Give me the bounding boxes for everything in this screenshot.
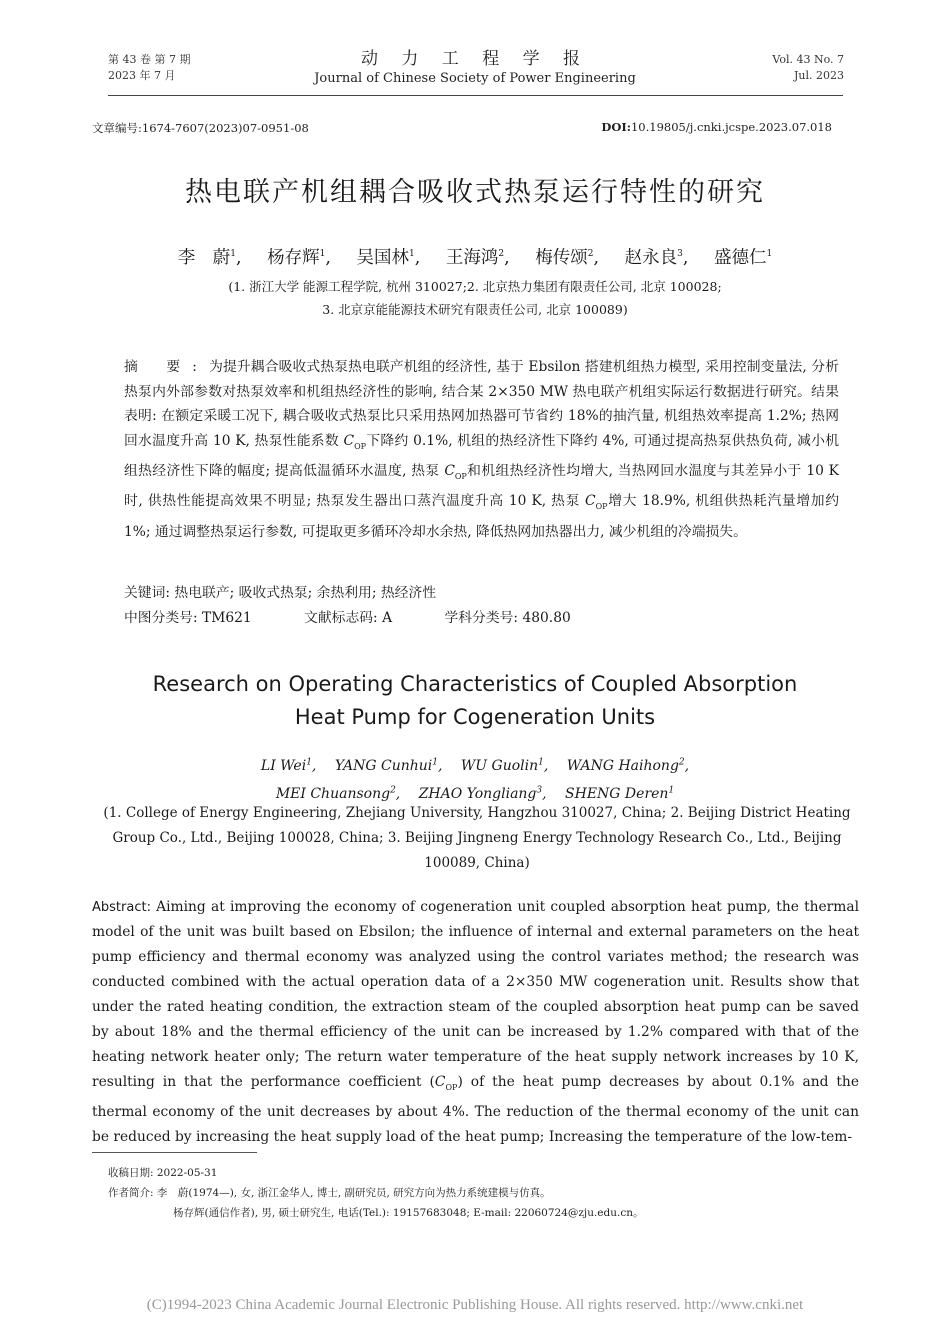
affiliation-cn-line: 3. 北京京能能源技术研究有限责任公司, 北京 100089) (322, 302, 628, 317)
subject-code: 学科分类号: 480.80 (444, 610, 571, 626)
title-en-line: Heat Pump for Cogeneration Units (294, 705, 656, 729)
affiliations-en: (1. College of Energy Engineering, Zhejiang University, Hangzhou 310027, China; 2. Beijing District Heating Group Co., Ltd., Beijing 100028, China; 3. Beijing Jingneng Energy Technology Research Co., Ltd., Beijing 100089, China) (103, 805, 851, 871)
abstract-en-label: Abstract: (92, 900, 151, 915)
header-rule (108, 95, 843, 96)
article-id: 文章编号:1674-7607(2023)07-0951-08 (92, 121, 309, 135)
author-bio: 作者简介: 李 蔚(1974—), 女, 浙江金华人, 博士, 副研究员, 研究方向为热力系统建模与仿真。 (108, 1187, 551, 1199)
abstract-cn: 摘 要:为提升耦合吸收式热泵热电联产机组的经济性, 基于 Ebsilon 搭建机组热力模型, 采用控制变量法, 分析热泵内外部参数对热泵效率和机组热经济性的影响, 结合某 2×350 MW 热电联产机组实际运行数据进行研究。结果表明: 在额定采暖工况下, 耦合吸收式热泵比只采用热网加热器可节省约 18%的抽汽量, 机组热效率提高 1.2%; 热网回水温度升高 10 K, 热泵性能系数 $C_{OP}$下降约 0.1%, 机组的热经济性下降约 4%, 可通过提高热泵供热负荷, 减小机组热经济性下降的幅度; 提高低温循环水温度, 热泵 $C_{OP}$和机组热经济性均增大, 当热网回水温度与其差异小于 10 K 时, 供热性能提高效果不明显; 热泵发生器出口蒸汽温度升高 10 K, 热泵 $C_{OP}$增大 18.9%, 机组供热耗汽量增加约 1%; 通过调整热泵运行参数, 可提取更多循环冷却水余热, 降低热网加热器出力, 减少机组的冷端损失。 (124, 359, 839, 540)
affiliations-cn (0, 275, 950, 321)
author-cn: 李 蔚$^1$, (177, 248, 242, 268)
affiliation-cn-line: (1. 浙江大学 能源工程学院, 杭州 310027;2. 北京热力集团有限责任公司, 北京 100028; (228, 279, 722, 294)
keywords-cn: 关键词: 热电联产; 吸收式热泵; 余热利用; 热经济性 (124, 585, 437, 601)
authors-en (0, 750, 950, 807)
header-volume-info (108, 52, 190, 84)
date-en: Jul. 2023 (794, 69, 844, 82)
journal-name-en: Journal of Chinese Society of Power Engineering (314, 71, 636, 86)
author-en: WANG Haihong$^2$, (566, 757, 690, 774)
author-en: MEI Chuansong$^2$, (275, 785, 401, 803)
abstract-en: Abstract: Aiming at improving the economy of cogeneration unit coupled absorption heat pump, the thermal model of the unit was built based on Ebsilon; the influence of internal and external parameters on the heat pump efficiency and thermal economy was analyzed using the control variates method; the research was conducted combined with the actual operation data of a 2×350 MW cogeneration unit. Results show that under the rated heating condition, the extraction steam of the coupled absorption heat pump can be saved by about 18% and the thermal efficiency of the unit can be increased by 1.2% compared with that of the heating network heater only; The return water temperature of the heat supply network increases by 10 K, resulting in that the performance coefficient $(C_{OP})$ of the heat pump decreases by about 0.1% and the thermal economy of the unit decreases by about 4%. The reduction of the thermal economy of the unit can be reduced by increasing the heat supply load of the heat pump; Increasing the temperature of the low-tem- (92, 899, 859, 1145)
copyright-footer: (C)1994-2023 China Academic Journal Electronic Publishing House. All rights reserved. http://www.cnki.net (146, 1297, 804, 1313)
author-en: WU Guolin$^1$, (460, 757, 549, 774)
title-en (0, 668, 950, 734)
doi-value: 10.19805/j.cnki.jcspe.2023.07.018 (630, 120, 832, 134)
footnote-rule (92, 1152, 257, 1153)
author-cn: 王海鸿$^2$, (445, 248, 510, 268)
author-en: ZHAO Yongliang$^3$, (418, 785, 547, 803)
author-en: LI Wei$^1$, (260, 757, 317, 774)
volume-issue-en: Vol. 43 No. 7 (772, 53, 844, 66)
journal-name (290, 48, 660, 88)
clc-number: 中图分类号: TM621 (124, 610, 252, 626)
author-cn: 吴国林$^1$, (356, 248, 421, 268)
authors-cn (0, 244, 950, 269)
abstract-cn-label: 摘 要: (124, 359, 209, 375)
document-code: 文献标志码: A (304, 610, 393, 626)
received-date: 收稿日期: 2022-05-31 (108, 1167, 218, 1179)
author-cn: 赵永良$^3$, (624, 248, 689, 268)
author-en: SHENG Deren$^1$ (565, 785, 675, 803)
author-en: YANG Cunhui$^1$, (334, 757, 443, 774)
author-cn: 梅传颂$^2$, (535, 248, 600, 268)
date-cn: 2023 年 7 月 (108, 69, 176, 82)
footnotes (108, 1163, 643, 1223)
doi (601, 120, 832, 134)
corresponding-author: 杨存辉(通信作者), 男, 硕士研究生, 电话(Tel.): 19157683048; E-mail: 22060724@zju.edu.cn。 (173, 1207, 644, 1219)
classification-cn (124, 606, 619, 626)
author-cn: 盛德仁$^1$ (714, 248, 773, 268)
journal-name-cn: 动 力 工 程 学 报 (360, 49, 590, 69)
author-cn: 杨存辉$^1$, (267, 248, 331, 268)
volume-issue-cn: 第 43 卷 第 7 期 (108, 53, 191, 66)
doi-label: DOI: (601, 120, 631, 134)
title-en-line: Research on Operating Characteristics of Coupled Absorption (152, 672, 798, 696)
title-cn: 热电联产机组耦合吸收式热泵运行特性的研究 (185, 177, 765, 208)
header-volume-info-en (772, 52, 844, 84)
